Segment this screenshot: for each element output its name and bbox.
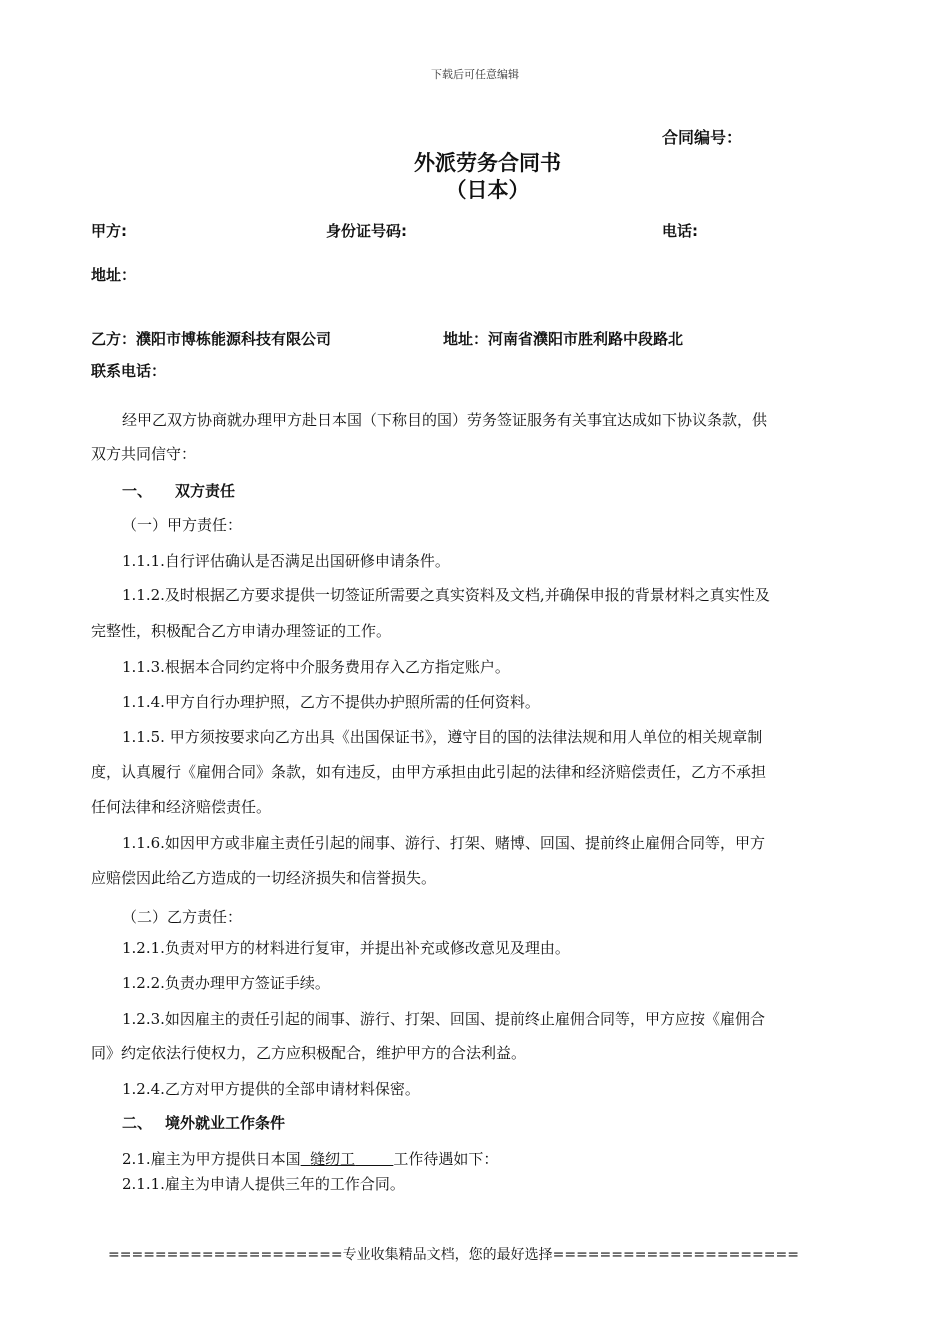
document-title: 外派劳务合同书 xyxy=(414,151,561,175)
party-a-label: 甲方: xyxy=(91,222,127,240)
section-2-heading: 境外就业工作条件 xyxy=(165,1114,286,1132)
clause-1-1-3: 1.1.3.根据本合同约定将中介服务费用存入乙方指定账户。 xyxy=(122,658,510,676)
clause-1-1-5-line-3: 任何法律和经济赔偿责任。 xyxy=(91,798,272,816)
party-a-address-label: 地址： xyxy=(91,266,137,284)
party-a-id-label: 身份证号码: xyxy=(326,222,407,240)
party-b-phone-label: 联系电话： xyxy=(91,362,167,380)
contract-number-label: 合同编号： xyxy=(662,128,743,147)
party-b-name: 乙方：濮阳市博栋能源科技有限公司 xyxy=(91,330,332,348)
clause-1-1-2-line-1: 1.1.2.及时根据乙方要求提供一切签证所需要之真实资料及文档,并确保申报的背景材料之真实性及 xyxy=(122,586,770,604)
clause-1-1-4: 1.1.4.甲方自行办理护照，乙方不提供办护照所需的任何资料。 xyxy=(122,693,540,711)
section-1-number: 一、 xyxy=(122,482,153,500)
job-title-value: 缝纫工 xyxy=(310,1150,356,1168)
clause-2-1-1: 2.1.1.雇主为申请人提供三年的工作合同。 xyxy=(122,1175,405,1193)
clause-1-2-3-line-2: 同》约定依法行使权力，乙方应积极配合，维护甲方的合法利益。 xyxy=(91,1044,527,1062)
clause-1-2-4: 1.2.4.乙方对甲方提供的全部申请材料保密。 xyxy=(122,1080,420,1098)
clause-1-1-6-line-1: 1.1.6.如因甲方或非雇主责任引起的闹事、游行、打架、赌博、回国、提前终止雇佣合同等，甲方 xyxy=(122,834,765,852)
party-b-address: 地址：河南省濮阳市胜利路中段路北 xyxy=(443,330,684,348)
section-1-heading: 双方责任 xyxy=(175,482,236,500)
section-2-number: 二、 xyxy=(122,1114,153,1132)
clause-1-1-1: 1.1.1.自行评估确认是否满足出国研修申请条件。 xyxy=(122,552,450,570)
footer-banner: ====================专业收集精品文档，您的最好选择===================== xyxy=(108,1247,799,1263)
document-subtitle: （日本） xyxy=(445,178,530,202)
clause-2-1-job-field xyxy=(301,1150,394,1168)
clause-1-2-3-line-1: 1.2.3.如因雇主的责任引起的闹事、游行、打架、回国、提前终止雇佣合同等，甲方应按《雇佣合 xyxy=(122,1010,765,1028)
clause-1-1-5-line-2: 度，认真履行《雇佣合同》条款，如有违反，由甲方承担由此引起的法律和经济赔偿责任，乙方不承担 xyxy=(91,763,767,781)
clause-2-1-suffix: 工作待遇如下： xyxy=(393,1150,499,1168)
intro-line-2: 双方共同信守： xyxy=(91,445,197,463)
clause-1-2-1: 1.2.1.负责对甲方的材料进行复审，并提出补充或修改意见及理由。 xyxy=(122,939,570,957)
header-note: 下载后可任意编辑 xyxy=(431,68,519,81)
clause-1-1-5-line-1: 1.1.5. 甲方须按要求向乙方出具《出国保证书》，遵守目的国的法律法规和用人单位的相关规章制 xyxy=(122,728,763,746)
clause-1-2-2: 1.2.2.负责办理甲方签证手续。 xyxy=(122,974,330,992)
clause-2-1-prefix: 2.1.雇主为甲方提供日本国 xyxy=(122,1150,301,1168)
party-a-phone-label: 电话: xyxy=(662,222,698,240)
clause-1-1-6-line-2: 应赔偿因此给乙方造成的一切经济损失和信誉损失。 xyxy=(91,869,437,887)
party-b-duties-heading: （二）乙方责任： xyxy=(122,908,243,926)
party-a-duties-heading: （一）甲方责任： xyxy=(122,516,243,534)
intro-line-1: 经甲乙双方协商就办理甲方赴日本国（下称目的国）劳务签证服务有关事宜达成如下协议条款，供 xyxy=(122,411,768,429)
clause-1-1-2-line-2: 完整性，积极配合乙方申请办理签证的工作。 xyxy=(91,622,392,640)
